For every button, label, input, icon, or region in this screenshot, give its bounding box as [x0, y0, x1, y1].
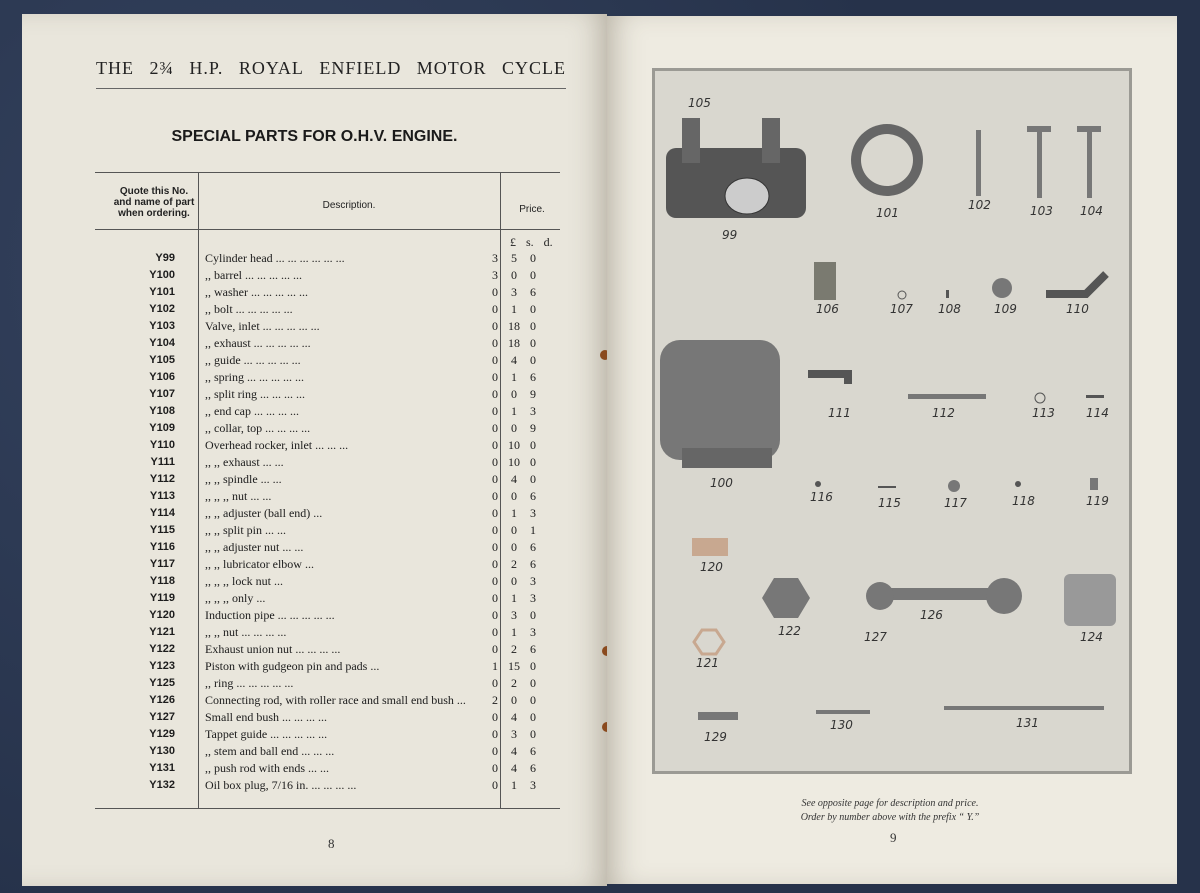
price-pounds: 0 [492, 489, 498, 503]
footer-note-line2: Order by number above with the prefix “ Y.” [800, 812, 980, 823]
footer-note-line1: See opposite page for description and price. [801, 798, 979, 809]
part-description: Overhead rocker, inlet ... ... ... [205, 438, 349, 452]
table-row [95, 437, 565, 454]
table-row [95, 760, 565, 777]
price-pence: 0 [530, 693, 536, 707]
part-code: Y101 [149, 286, 175, 298]
price-pence: 0 [530, 710, 536, 724]
part-number-label: 115 [878, 496, 901, 510]
price-shillings: 0 [511, 523, 517, 537]
table-row [95, 318, 565, 335]
part-number-label: 129 [704, 730, 727, 744]
part-number-label: 108 [938, 302, 961, 316]
part-price [487, 505, 557, 522]
price-pounds: 0 [492, 642, 498, 656]
part-description: ,, ,, adjuster nut ... ... [205, 540, 304, 554]
price-pounds: 0 [492, 319, 498, 333]
part-number-label: 110 [1066, 302, 1089, 316]
part-description: Piston with gudgeon pin and pads ... [205, 659, 380, 673]
price-shillings: 1 [511, 778, 517, 792]
price-pounds: 0 [492, 625, 498, 639]
part-number-label: 101 [876, 206, 899, 220]
part-code: Y112 [149, 473, 175, 485]
price-pounds: 1 [492, 659, 498, 673]
header-rule [96, 88, 566, 89]
part-number-label: 107 [890, 302, 913, 316]
part-code: Y113 [149, 490, 175, 502]
part-number-label: 109 [994, 302, 1017, 316]
part-price [487, 573, 557, 590]
price-pence: 3 [530, 778, 536, 792]
price-pence: 0 [530, 268, 536, 282]
part-price [487, 284, 557, 301]
price-pence: 0 [530, 676, 536, 690]
header-word: THE [96, 58, 134, 78]
part-number-label: 118 [1012, 494, 1035, 508]
price-pence: 6 [530, 761, 536, 775]
price-pounds: 3 [492, 251, 498, 265]
part-price [487, 726, 557, 743]
table-row [95, 284, 565, 301]
part-number-label: 116 [810, 490, 833, 504]
part-price [487, 641, 557, 658]
table-row [95, 488, 565, 505]
price-pence: 0 [530, 336, 536, 350]
part-description: ,, guide ... ... ... ... ... [205, 353, 301, 367]
part-price [487, 267, 557, 284]
table-row [95, 658, 565, 675]
table-row [95, 505, 565, 522]
parts-drawing [652, 68, 1132, 774]
footer-note [760, 797, 1020, 825]
part-code: Y110 [149, 439, 175, 451]
part-description: Cylinder head ... ... ... ... ... ... [205, 251, 345, 265]
part-number-label: 131 [1016, 716, 1039, 730]
part-description: ,, collar, top ... ... ... ... [205, 421, 311, 435]
header-word: CYCLE [501, 58, 566, 78]
price-pence: 6 [530, 744, 536, 758]
part-price [487, 709, 557, 726]
part-number-label: 104 [1080, 204, 1103, 218]
table-row [95, 777, 565, 794]
part-number-label: 99 [722, 228, 738, 242]
table-header-rule [95, 229, 560, 230]
part-number-label: 105 [688, 96, 711, 110]
table-row [95, 539, 565, 556]
price-pounds: 0 [492, 557, 498, 571]
price-pounds: 0 [492, 676, 498, 690]
part-price [487, 488, 557, 505]
price-shillings: 4 [511, 710, 517, 724]
table-row [95, 267, 565, 284]
price-pence: 0 [530, 455, 536, 469]
part-code: Y106 [149, 371, 175, 383]
part-number-label: 113 [1032, 406, 1055, 420]
table-row [95, 573, 565, 590]
part-description: ,, stem and ball end ... ... ... [205, 744, 335, 758]
part-description: Valve, inlet ... ... ... ... ... [205, 319, 320, 333]
price-shillings: 18 [508, 319, 520, 333]
currency-pence: d. [543, 235, 553, 249]
price-pounds: 0 [492, 727, 498, 741]
price-shillings: 0 [511, 421, 517, 435]
part-price [487, 539, 557, 556]
price-shillings: 5 [511, 251, 517, 265]
table-row [95, 369, 565, 386]
price-shillings: 1 [511, 625, 517, 639]
price-pence: 1 [530, 523, 536, 537]
cylinder-head-drawing [666, 118, 806, 218]
price-shillings: 10 [508, 438, 520, 452]
part-description: Exhaust union nut ... ... ... ... [205, 642, 341, 656]
part-description: ,, barrel ... ... ... ... ... [205, 268, 302, 282]
part-price [487, 352, 557, 369]
part-price [487, 777, 557, 794]
part-code: Y125 [149, 677, 175, 689]
price-pounds: 0 [492, 608, 498, 622]
price-pence: 9 [530, 421, 536, 435]
table-row [95, 692, 565, 709]
part-description: ,, ,, exhaust ... ... [205, 455, 284, 469]
part-price [487, 369, 557, 386]
price-pence: 6 [530, 540, 536, 554]
table-row [95, 471, 565, 488]
price-shillings: 0 [511, 489, 517, 503]
part-code: Y127 [149, 711, 175, 723]
part-number-label: 121 [696, 656, 719, 670]
part-number-label: 124 [1080, 630, 1103, 644]
table-row [95, 301, 565, 318]
price-pence: 3 [530, 404, 536, 418]
price-pounds: 0 [492, 302, 498, 316]
table-row [95, 556, 565, 573]
price-pence: 0 [530, 438, 536, 452]
part-code: Y111 [150, 456, 175, 468]
page-number-right: 9 [890, 830, 897, 845]
currency-shilling: s. [526, 235, 534, 249]
part-code: Y109 [149, 422, 175, 434]
part-number-label: 112 [932, 406, 955, 420]
part-price [487, 420, 557, 437]
part-number-label: 119 [1086, 494, 1109, 508]
price-pounds: 0 [492, 285, 498, 299]
column-header-quote: Quote this No. and name of part when ordering. [113, 186, 195, 219]
price-pounds: 0 [492, 387, 498, 401]
part-price [487, 454, 557, 471]
page-number-left: 8 [328, 836, 335, 851]
price-pounds: 0 [492, 540, 498, 554]
part-price [487, 437, 557, 454]
part-code: Y120 [149, 609, 175, 621]
price-pence: 3 [530, 574, 536, 588]
price-pence: 9 [530, 387, 536, 401]
part-description: ,, bolt ... ... ... ... ... [205, 302, 293, 316]
part-code: Y126 [149, 694, 175, 706]
section-title: SPECIAL PARTS FOR O.H.V. ENGINE. [171, 128, 458, 145]
price-shillings: 0 [511, 268, 517, 282]
part-price [487, 675, 557, 692]
price-shillings: 1 [511, 506, 517, 520]
part-description: Induction pipe ... ... ... ... ... [205, 608, 335, 622]
part-price [487, 522, 557, 539]
part-code: Y119 [149, 592, 175, 604]
price-shillings: 3 [511, 727, 517, 741]
part-number-label: 111 [828, 406, 851, 420]
price-shillings: 1 [511, 591, 517, 605]
price-pence: 0 [530, 302, 536, 316]
part-price [487, 471, 557, 488]
table-row [95, 335, 565, 352]
part-price [487, 692, 557, 709]
price-pence: 3 [530, 591, 536, 605]
table-row [95, 675, 565, 692]
price-shillings: 4 [511, 353, 517, 367]
currency-pound: £ [510, 235, 516, 249]
part-number-label: 100 [710, 476, 733, 490]
table-row [95, 726, 565, 743]
part-price [487, 335, 557, 352]
part-number-label: 103 [1030, 204, 1053, 218]
table-row [95, 250, 565, 267]
part-number-label: 102 [968, 198, 991, 212]
price-pence: 6 [530, 557, 536, 571]
table-row [95, 454, 565, 471]
part-description: ,, ,, spindle ... ... [205, 472, 282, 486]
part-number-label: 127 [864, 630, 887, 644]
table-row [95, 403, 565, 420]
part-number-label: 106 [816, 302, 839, 316]
part-description: ,, ,, ,, only ... [205, 591, 266, 605]
price-pounds: 0 [492, 404, 498, 418]
price-pence: 6 [530, 370, 536, 384]
part-price [487, 624, 557, 641]
price-pence: 0 [530, 727, 536, 741]
part-description: Oil box plug, 7/16 in. ... ... ... ... [205, 778, 357, 792]
part-price [487, 403, 557, 420]
part-code: Y115 [149, 524, 175, 536]
part-description: ,, washer ... ... ... ... ... [205, 285, 308, 299]
part-code: Y114 [149, 507, 175, 519]
price-pounds: 0 [492, 574, 498, 588]
price-pounds: 0 [492, 778, 498, 792]
part-description: Small end bush ... ... ... ... [205, 710, 327, 724]
part-code: Y130 [149, 745, 175, 757]
price-pounds: 3 [492, 268, 498, 282]
part-description: Tappet guide ... ... ... ... ... [205, 727, 328, 741]
table-row [95, 420, 565, 437]
table-row [95, 590, 565, 607]
price-pounds: 0 [492, 455, 498, 469]
price-pounds: 0 [492, 421, 498, 435]
part-price [487, 556, 557, 573]
part-price [487, 386, 557, 403]
part-description: ,, exhaust ... ... ... ... ... [205, 336, 311, 350]
price-pounds: 0 [492, 438, 498, 452]
currency-units [510, 235, 553, 250]
price-shillings: 4 [511, 761, 517, 775]
part-code: Y129 [149, 728, 175, 740]
header-word: MOTOR [416, 58, 487, 78]
price-pence: 0 [530, 472, 536, 486]
price-shillings: 18 [508, 336, 520, 350]
part-price [487, 658, 557, 675]
part-description: Connecting rod, with roller race and small end bush ... [205, 693, 466, 707]
part-number-label: 120 [700, 560, 723, 574]
part-description: ,, push rod with ends ... ... [205, 761, 329, 775]
price-shillings: 3 [511, 608, 517, 622]
price-shillings: 1 [511, 404, 517, 418]
parts-table-body [95, 250, 565, 794]
price-pence: 6 [530, 489, 536, 503]
part-description: ,, ring ... ... ... ... ... [205, 676, 294, 690]
part-price [487, 590, 557, 607]
part-number-label: 117 [944, 496, 967, 510]
part-price [487, 301, 557, 318]
part-price [487, 318, 557, 335]
part-price [487, 743, 557, 760]
price-pounds: 0 [492, 336, 498, 350]
table-row [95, 709, 565, 726]
part-number-label: 114 [1086, 406, 1109, 420]
part-description: ,, ,, ,, nut ... ... [205, 489, 272, 503]
price-shillings: 0 [511, 540, 517, 554]
part-code: Y118 [149, 575, 175, 587]
part-code: Y132 [149, 779, 175, 791]
price-pence: 0 [530, 659, 536, 673]
part-number-label: 122 [778, 624, 801, 638]
part-number-label: 130 [830, 718, 853, 732]
price-shillings: 1 [511, 370, 517, 384]
part-number-label: 126 [920, 608, 943, 622]
part-code: Y116 [149, 541, 175, 553]
part-price [487, 607, 557, 624]
table-row [95, 607, 565, 624]
price-pounds: 2 [492, 693, 498, 707]
price-pounds: 0 [492, 761, 498, 775]
price-pence: 0 [530, 251, 536, 265]
price-pounds: 0 [492, 353, 498, 367]
part-price [487, 760, 557, 777]
part-description: ,, end cap ... ... ... ... [205, 404, 299, 418]
price-shillings: 15 [508, 659, 520, 673]
part-code: Y131 [149, 762, 175, 774]
price-pence: 6 [530, 642, 536, 656]
price-pence: 0 [530, 608, 536, 622]
price-pounds: 0 [492, 744, 498, 758]
price-shillings: 2 [511, 557, 517, 571]
price-pence: 6 [530, 285, 536, 299]
part-code: Y121 [149, 626, 175, 638]
header-word: H.P. [189, 58, 224, 78]
part-code: Y107 [149, 388, 175, 400]
part-description: ,, ,, split pin ... ... [205, 523, 287, 537]
part-code: Y122 [149, 643, 175, 655]
part-description: ,, ,, ,, lock nut ... [205, 574, 283, 588]
price-shillings: 1 [511, 302, 517, 316]
table-row [95, 743, 565, 760]
table-row [95, 386, 565, 403]
price-pounds: 0 [492, 523, 498, 537]
price-pence: 0 [530, 353, 536, 367]
price-shillings: 10 [508, 455, 520, 469]
table-row [95, 352, 565, 369]
part-code: Y117 [149, 558, 175, 570]
table-row [95, 641, 565, 658]
part-code: Y100 [149, 269, 175, 281]
table-top-rule [95, 172, 560, 173]
part-description: ,, spring ... ... ... ... ... [205, 370, 304, 384]
part-code: Y102 [149, 303, 175, 315]
part-code: Y105 [149, 354, 175, 366]
price-pounds: 0 [492, 506, 498, 520]
part-description: ,, ,, nut ... ... ... ... [205, 625, 287, 639]
running-header [96, 58, 566, 79]
header-word: ROYAL [238, 58, 304, 78]
price-shillings: 4 [511, 744, 517, 758]
table-row [95, 522, 565, 539]
part-code: Y104 [149, 337, 175, 349]
part-code: Y99 [155, 252, 175, 264]
price-pounds: 0 [492, 472, 498, 486]
column-header-price: Price. [519, 204, 545, 215]
price-shillings: 2 [511, 642, 517, 656]
price-shillings: 0 [511, 387, 517, 401]
part-price [487, 250, 557, 267]
price-shillings: 0 [511, 574, 517, 588]
header-word: ENFIELD [319, 58, 402, 78]
price-pence: 0 [530, 319, 536, 333]
table-row [95, 624, 565, 641]
price-pounds: 0 [492, 710, 498, 724]
part-code: Y108 [149, 405, 175, 417]
price-shillings: 2 [511, 676, 517, 690]
table-bottom-rule [95, 808, 560, 809]
price-shillings: 0 [511, 693, 517, 707]
price-pounds: 0 [492, 591, 498, 605]
price-shillings: 4 [511, 472, 517, 486]
column-header-description: Description. [322, 200, 376, 211]
price-shillings: 3 [511, 285, 517, 299]
price-pence: 3 [530, 506, 536, 520]
part-description: ,, ,, lubricator elbow ... [205, 557, 314, 571]
part-description: ,, ,, adjuster (ball end) ... [205, 506, 323, 520]
header-word: 2¾ [149, 58, 174, 78]
price-pounds: 0 [492, 370, 498, 384]
price-pence: 3 [530, 625, 536, 639]
part-description: ,, split ring ... ... ... ... [205, 387, 306, 401]
part-code: Y123 [149, 660, 175, 672]
part-code: Y103 [149, 320, 175, 332]
